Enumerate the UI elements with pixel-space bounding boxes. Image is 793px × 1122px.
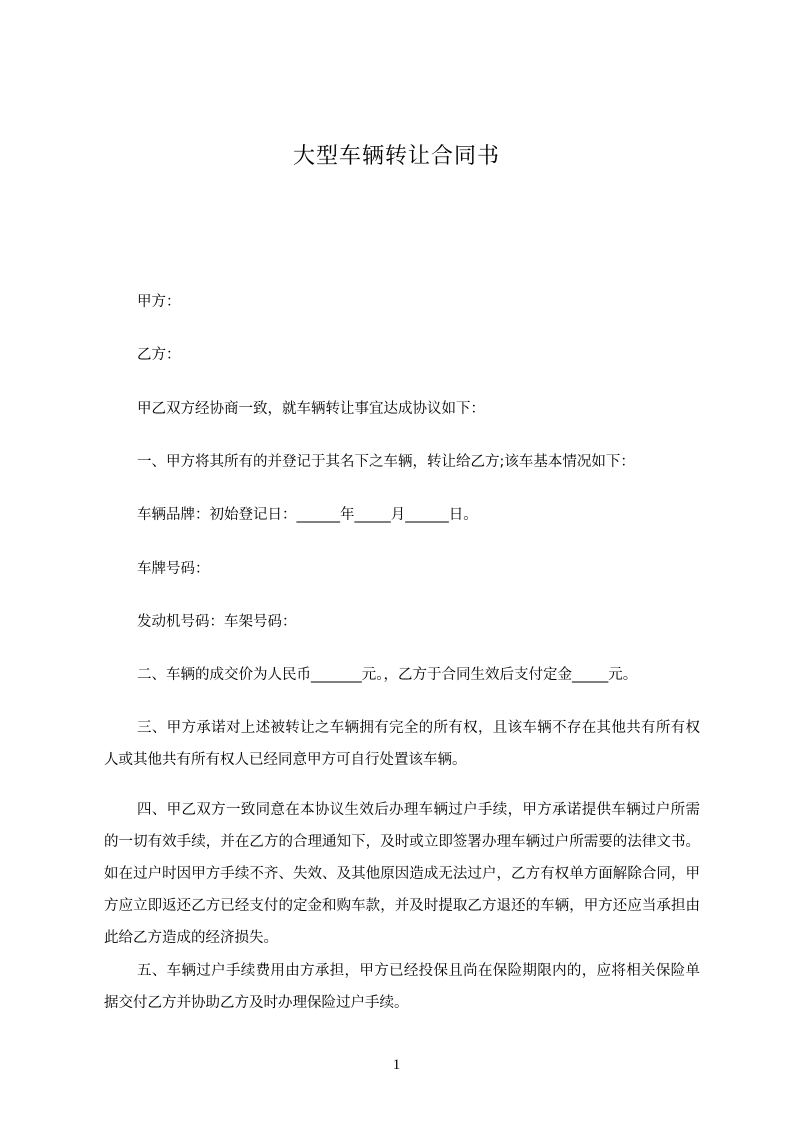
intro-line: 甲乙双方经协商一致，就车辆转让事宜达成协议如下： (137, 401, 485, 417)
clause-3: 三、甲方承诺对上述被转让之车辆拥有完全的所有权，且该车辆不存在其他共有所有权人或其他共有所有权人已经同意甲方可自行处置该车辆。 (104, 720, 700, 768)
party-a-line: 甲方： (137, 294, 181, 310)
clause-4: 四、甲乙双方一致同意在本协议生效后办理车辆过户手续，甲方承诺提供车辆过户所需的一切有效手续，并在乙方的合理通知下，及时或立即签署办理车辆过户所需要的法律文书。如在过户时因甲方手续不齐、失效、及其他原因造成无法过户，乙方有权单方面解除合同，甲方应立即返还乙方已经支付的定金和购车款，并及时提取乙方退还的车辆，甲方还应当承担由此给乙方造成的经济损失。 (104, 802, 700, 946)
document-title: 大型车辆转让合同书 (292, 144, 500, 169)
vehicle-brand-line: 车辆品牌：初始登记日：______年_____月______日。 (137, 507, 478, 523)
clause-1: 一、甲方将其所有的并登记于其名下之车辆，转让给乙方;该车基本情况如下： (137, 454, 635, 470)
engine-frame-line: 发动机号码：车架号码： (137, 614, 297, 630)
page-number: 1 (392, 1057, 401, 1073)
party-b-line: 乙方： (137, 347, 181, 363)
plate-number-line: 车牌号码： (137, 561, 210, 577)
clause-2: 二、车辆的成交价为人民币_______元。，乙方于合同生效后支付定金_____元。 (137, 667, 638, 683)
clause-5: 五、车辆过户手续费用由方承担，甲方已经投保且尚在保险期限内的，应将相关保险单据交付乙方并协助乙方及时办理保险过户手续。 (104, 963, 700, 1011)
